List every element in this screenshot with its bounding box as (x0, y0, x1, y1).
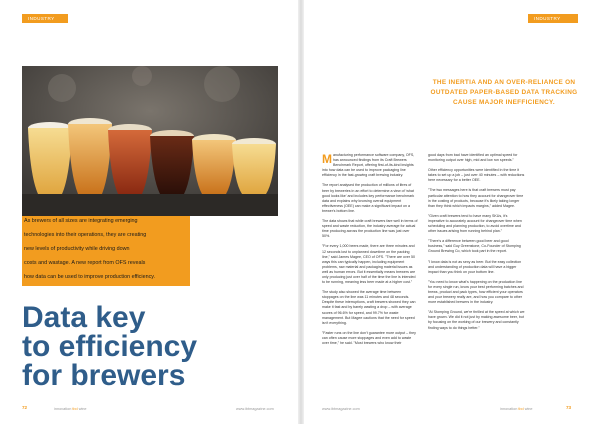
intro-line: As brewers of all sizes are integrating emerging (24, 218, 138, 224)
headline-line: to efficiency (22, 330, 198, 363)
section-tab-left: INDUSTRY WATCH (22, 14, 68, 23)
intro-line: technologies into their operations, they are creating (24, 232, 147, 238)
article-paragraph: "You need to know what's happening on the production line for every single run, know your best performing batches and brews, product and pack types, how efficient your operators and your brewery really are, and how you compare to other more established brewers in the industry. (428, 279, 524, 305)
article-paragraph: The report analysed the production of millions of litres of beer by breweries in an effort to determine a view of 'what good looks like' and includes key performance benchmark data and explains why knowing overall equipment effectiveness (OEE) can make a significant impact on a brewer's bottom line. (322, 183, 415, 213)
footer-url-right: www.ibtmagazine.com (322, 407, 360, 411)
page-number-left: 72 (22, 405, 28, 410)
article-paragraph: Other efficiency opportunities were identified in the time it takes to set up a job – just over 40 minutes – with reductions here necessary for a better OEE. (428, 168, 525, 183)
article-column-2 (428, 153, 525, 336)
beer-glasses-photo (22, 66, 278, 216)
article-paragraph: "The two messages here is that craft brewers must pay particular attention to how they account for changeover time in the costing of products, because it's likely taking longer than they think which impacts margins," added Magee. (428, 188, 524, 208)
intro-line: new levels of productivity while driving down (24, 246, 130, 252)
article-paragraph: The study also showed the average time between stoppages on the line was 11 minutes and 48 seconds. Despite these interruptions, craft brewers showed they can make it fast and by barely wasting a drop – with average scores of 96.6% for speed, and 99.7% for waste management. But Magee cautions that the need for speed isn't everything. (322, 290, 416, 325)
headline-line: Data key (22, 301, 146, 334)
footer-magazine-right: innovation tbd wine (500, 407, 533, 411)
article-column-1 (322, 153, 418, 351)
article-paragraph: "There's a difference between good beer and good business," said Guy Greenstone, Co-Founder of Stomping Ground Brewing Co, which took part in the report. (428, 239, 521, 254)
intro-line: how data can be used to improve production efficiency. (24, 274, 156, 280)
article-paragraph: The data shows that while craft brewers fare well in terms of speed and waste reduction, the industry average for actual time producing across the production line was just over 50%. (322, 219, 418, 239)
article-paragraph: "Faster runs on the line don't guarantee more output – they can often cause more stoppages and even add to waste over time," he said. "Most brewers who know their (322, 330, 416, 345)
section-tab-right: INDUSTRY WATCH (528, 14, 578, 23)
page-gutter (298, 0, 304, 424)
drop-cap: M (322, 152, 332, 166)
beer-glasses-illustration (22, 66, 278, 216)
article-paragraph: good days from bad have identified an optimal speed for monitoring output over high, mid and low run speeds." (428, 153, 518, 163)
article-paragraph: "At Stomping Ground, we're thrilled at the speed at which we have grown. We did it not just by making awesome beer, but by focusing on the working of our brewery and constantly finding ways to do things better." (428, 310, 525, 330)
article-paragraph: "For every 1,000 beers made, there are three minutes and 12 seconds lost to unplanned downtime on the packing line," said James Magee, CEO of OFS. "There are over 50 ways this can typically happen, including equipment problems, raw material and packaging material issues as well as human errors. But it essentially means brewers are only producing just over half of the time the line is intended to be running, meaning less beer made at a higher cost." (322, 244, 416, 285)
intro-box (22, 216, 190, 286)
page-number-right: 73 (566, 405, 572, 410)
footer-url-left: www.ibtmagazine.com (236, 407, 274, 411)
pull-quote: THE INERTIA AND AN OVER-RELIANCE ON OUTDATED PAPER-BASED DATA TRACKING CAUSE MAJOR INEFFICIENCY. (430, 79, 578, 106)
article-paragraph: Manufacturing performance software company, OFS, has announced findings from its Craft Brewers Benchmark Report, offering first-of-its-kind insights into how data can be used to improve packaging line efficiency in the fast-growing craft brewing industry. (322, 152, 415, 178)
intro-line: costs and wastage. A new report from OFS reveals (24, 260, 146, 266)
headline-line: for brewers (22, 359, 186, 392)
article-paragraph: "Given craft brewers tend to have many SKUs, it's imperative to accurately account for changeover time when scheduling and planning production, to avoid overtime and other issues arising from running behind plan." (428, 213, 522, 234)
article-paragraph: "I know data is not as sexy as beer. But the easy collection and understanding of production data will have a bigger impact than you think on your bottom line. (428, 259, 522, 274)
footer-magazine-left: innovation tbd wine (54, 407, 87, 411)
